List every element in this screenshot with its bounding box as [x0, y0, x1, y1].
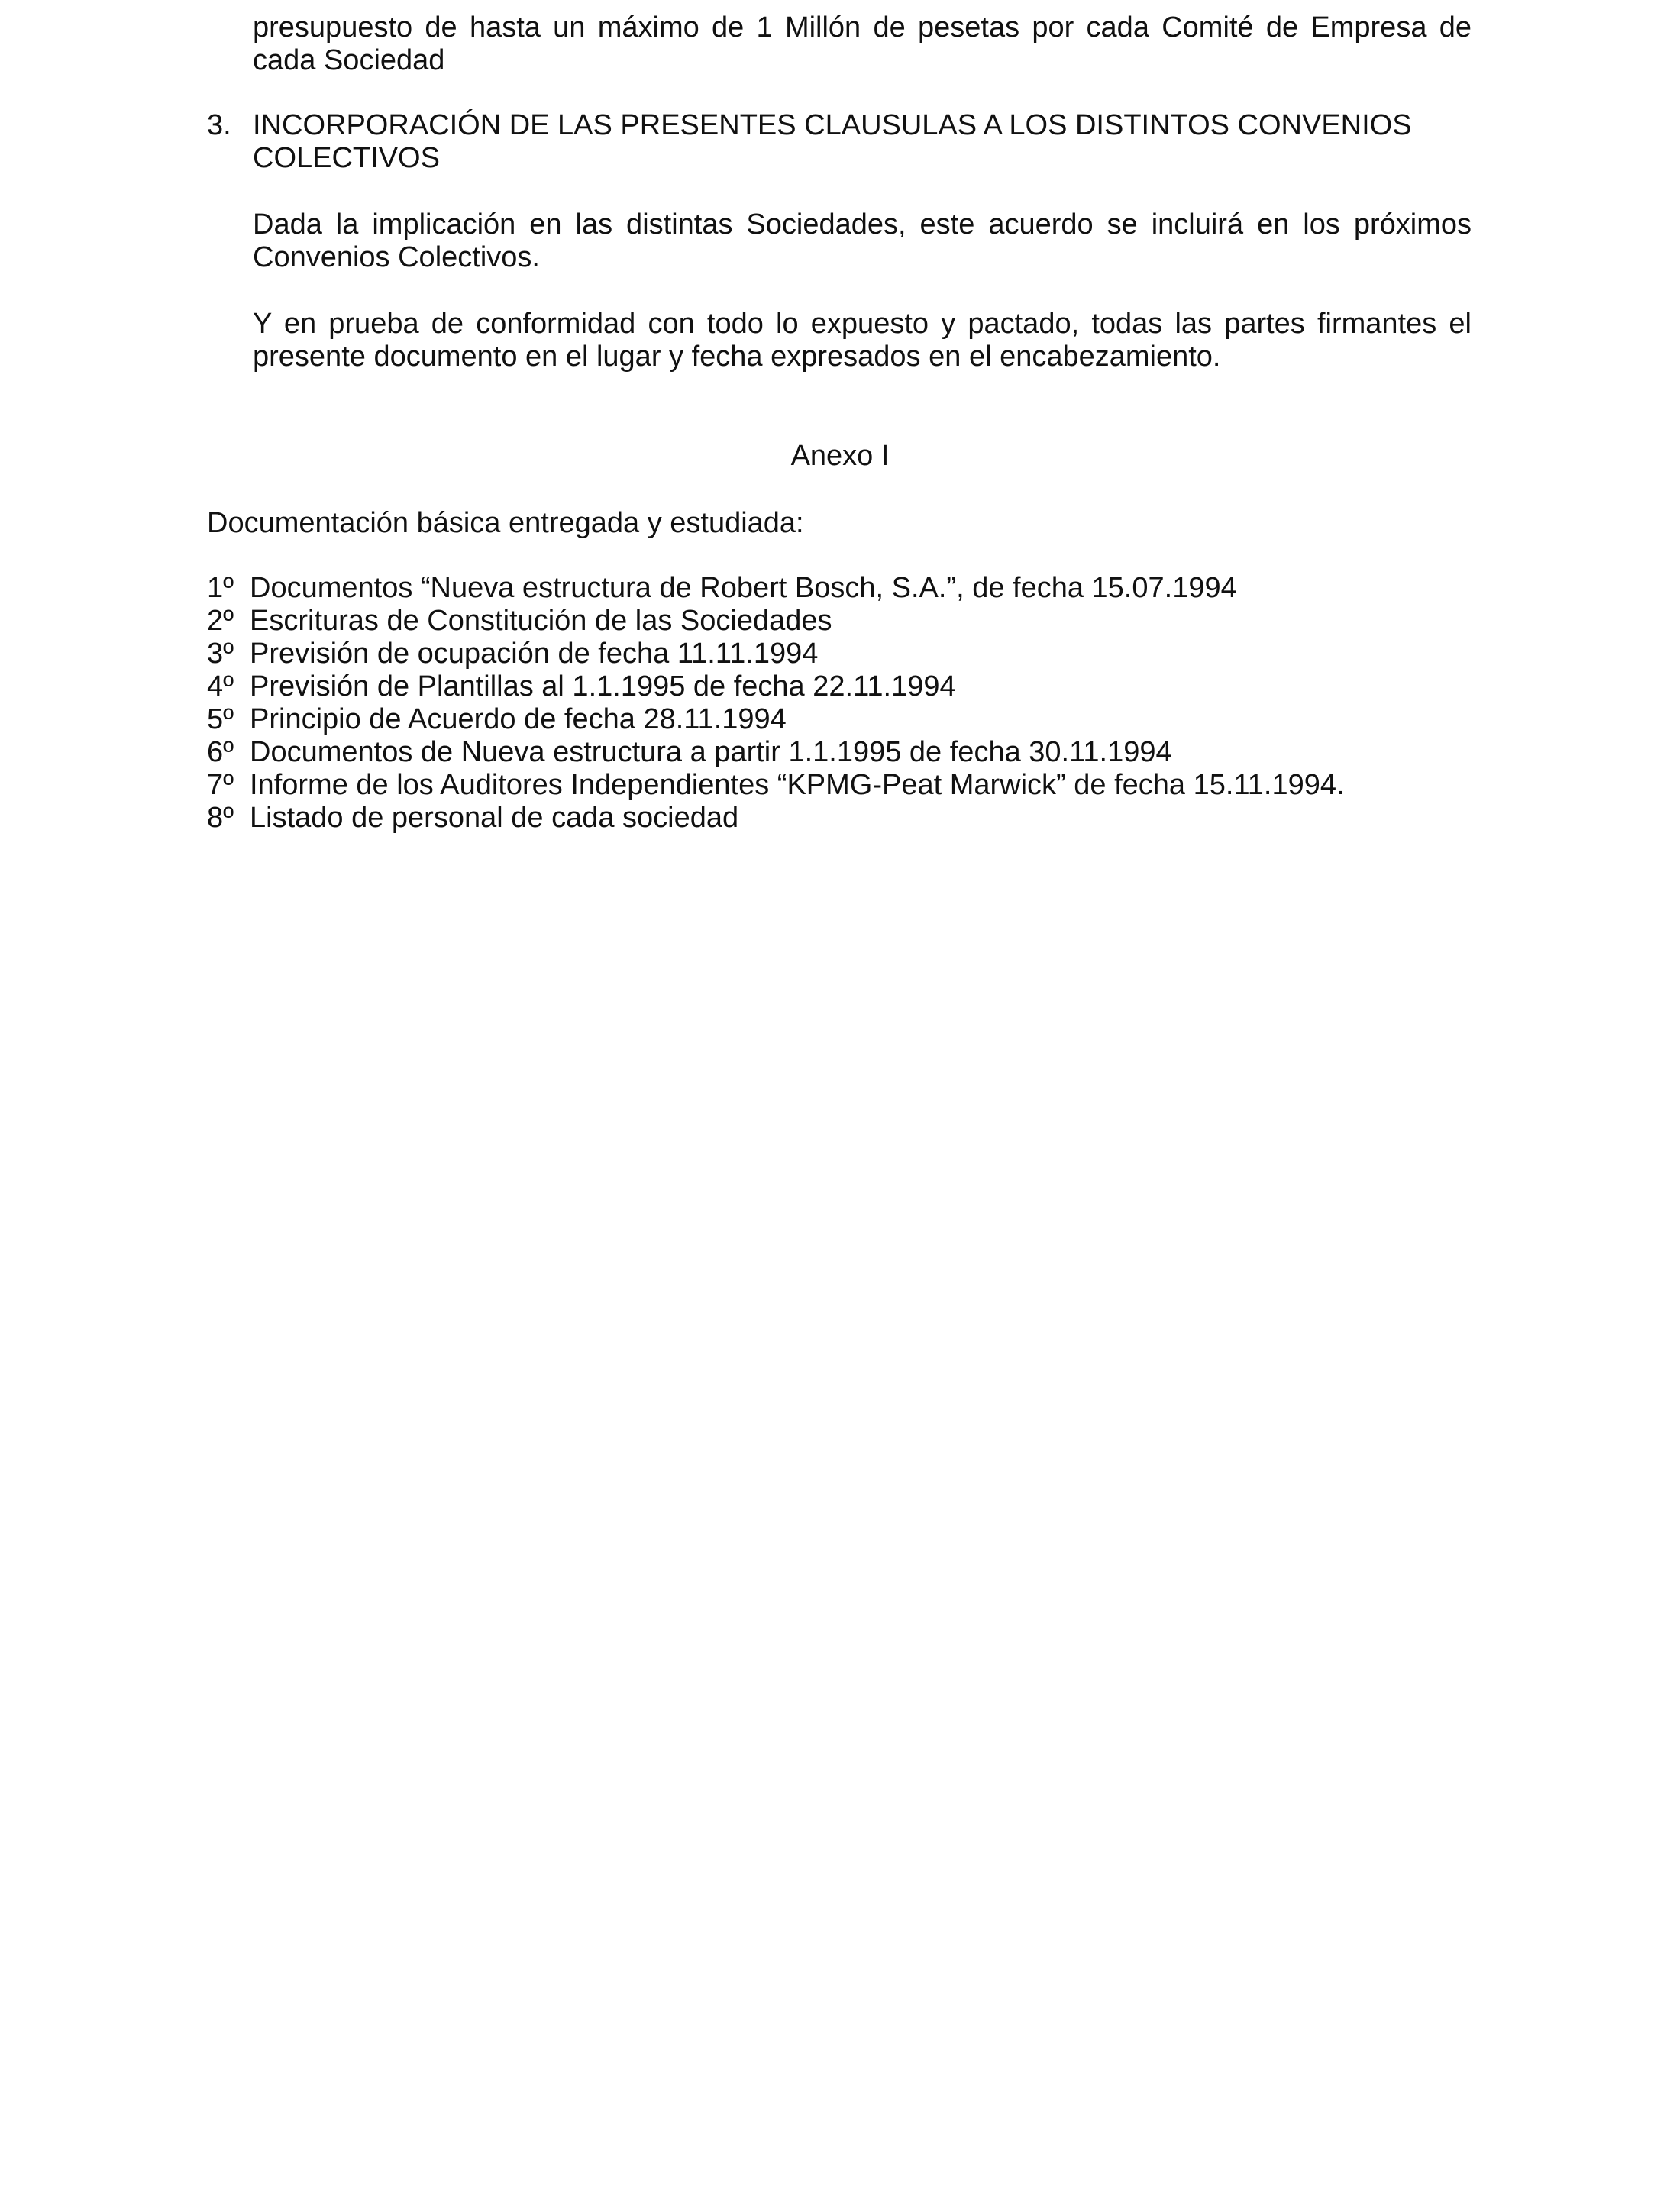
- list-item: [207, 638, 1472, 670]
- list-item-ordinal: 1º: [207, 572, 234, 604]
- list-item: [207, 802, 1472, 835]
- continued-paragraph: presupuesto de hasta un máximo de 1 Millón de pesetas por cada Comité de Empresa de cada Sociedad: [253, 11, 1472, 76]
- section-paragraph-1: Dada la implicación en las distintas Sociedades, este acuerdo se incluirá en los próximos Convenios Colectivos.: [253, 208, 1472, 273]
- section-heading: [207, 109, 1472, 175]
- list-item-text: Documentos de Nueva estructura a partir 1.1.1995 de fecha 30.11.1994: [250, 736, 1172, 768]
- list-item-ordinal: 4º: [207, 670, 234, 702]
- section-number: 3.: [207, 109, 231, 141]
- section-paragraph-2: Y en prueba de conformidad con todo lo expuesto y pactado, todas las partes firmantes el presente documento en el lugar y fecha expresados en el encabezamiento.: [253, 308, 1472, 373]
- list-item: [207, 572, 1472, 605]
- list-item: [207, 605, 1472, 638]
- annex-document-list: [207, 572, 1472, 835]
- annex-intro: Documentación básica entregada y estudiada:: [207, 507, 804, 539]
- list-item-ordinal: 5º: [207, 703, 234, 735]
- list-item: [207, 736, 1472, 769]
- list-item: [207, 670, 1472, 703]
- list-item-ordinal: 6º: [207, 736, 234, 768]
- list-item-text: Principio de Acuerdo de fecha 28.11.1994: [250, 703, 787, 735]
- list-item-ordinal: 3º: [207, 638, 234, 670]
- section-title: INCORPORACIÓN DE LAS PRESENTES CLAUSULAS A LOS DISTINTOS CONVENIOS COLECTIVOS: [253, 109, 1412, 174]
- list-item-text: Informe de los Auditores Independientes “KPMG-Peat Marwick” de fecha 15.11.1994.: [250, 769, 1345, 801]
- list-item-ordinal: 8º: [207, 802, 234, 834]
- list-item-text: Previsión de ocupación de fecha 11.11.1994: [250, 638, 819, 670]
- list-item-ordinal: 2º: [207, 605, 234, 637]
- list-item: [207, 769, 1472, 802]
- list-item-ordinal: 7º: [207, 769, 234, 801]
- annex-title: Anexo I: [790, 440, 890, 472]
- list-item-text: Escrituras de Constitución de las Sociedades: [250, 605, 832, 637]
- list-item-text: Listado de personal de cada sociedad: [250, 802, 739, 834]
- list-item-text: Documentos “Nueva estructura de Robert Bosch, S.A.”, de fecha 15.07.1994: [250, 572, 1237, 604]
- list-item-text: Previsión de Plantillas al 1.1.1995 de fecha 22.11.1994: [250, 670, 956, 702]
- list-item: [207, 703, 1472, 736]
